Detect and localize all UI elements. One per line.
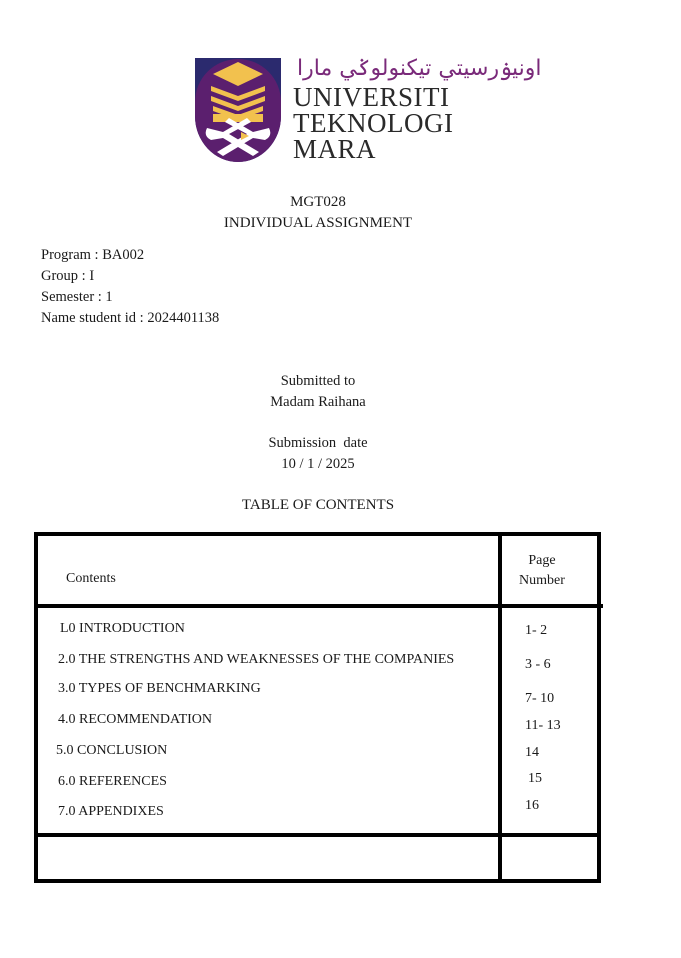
- semester-line: Semester : 1: [41, 289, 113, 305]
- course-code: MGT028: [290, 194, 346, 210]
- logo-line-mara: MARA: [293, 134, 377, 164]
- toc-row-page: 3 - 6: [525, 657, 551, 672]
- toc-row-page: 11- 13: [525, 718, 561, 733]
- submission-date: 10 / 1 / 2025: [281, 456, 355, 472]
- toc-row-label: 5.0 CONCLUSION: [56, 743, 168, 758]
- toc-row-label: 2.0 THE STRENGTHS AND WEAKNESSES OF THE COMPANIES: [58, 652, 455, 667]
- column-divider: [498, 536, 502, 879]
- program-line: Program : BA002: [41, 247, 145, 263]
- submission-date-label: Submission date: [268, 435, 368, 451]
- submitted-to-label: Submitted to: [280, 373, 356, 389]
- toc-row-label: 7.0 APPENDIXES: [58, 804, 164, 819]
- student-info: [41, 245, 219, 329]
- toc-row-page: 1- 2: [525, 623, 548, 638]
- toc-row-label: L0 INTRODUCTION: [60, 621, 185, 636]
- footer-divider: [38, 833, 597, 837]
- uitm-logo: [193, 56, 542, 164]
- toc-row-label: 3.0 TYPES OF BENCHMARKING: [58, 681, 261, 696]
- logo-line-teknologi: TEKNOLOGI: [293, 108, 454, 138]
- assignment-title: INDIVIDUAL ASSIGNMENT: [223, 215, 413, 231]
- group-line: Group : I: [41, 268, 95, 284]
- uitm-crest-icon: [193, 56, 283, 164]
- logo-line-universiti: UNIVERSITI: [293, 82, 450, 112]
- toc-row-page: 14: [525, 745, 539, 760]
- toc-table: [34, 532, 601, 883]
- toc-row-page: 15: [528, 771, 542, 786]
- jawi-name: اونيۏرسيتي تيكنولوݢي مارا: [297, 56, 542, 81]
- page-header-line2: Number: [519, 573, 565, 588]
- toc-row-label: 4.0 RECOMMENDATION: [58, 712, 212, 727]
- lecturer-name: Madam Raihana: [270, 394, 366, 410]
- name-id-line: Name student id : 2024401138: [41, 310, 220, 326]
- toc-row-page: 16: [525, 798, 539, 813]
- header-divider: [38, 604, 603, 608]
- page-header-line1: Page: [528, 553, 556, 568]
- toc-row-page: 7- 10: [525, 691, 555, 706]
- uitm-wordmark: [293, 56, 542, 164]
- toc-title: TABLE OF CONTENTS: [241, 497, 395, 513]
- toc-row-label: 6.0 REFERENCES: [58, 774, 167, 789]
- contents-header: Contents: [66, 571, 116, 586]
